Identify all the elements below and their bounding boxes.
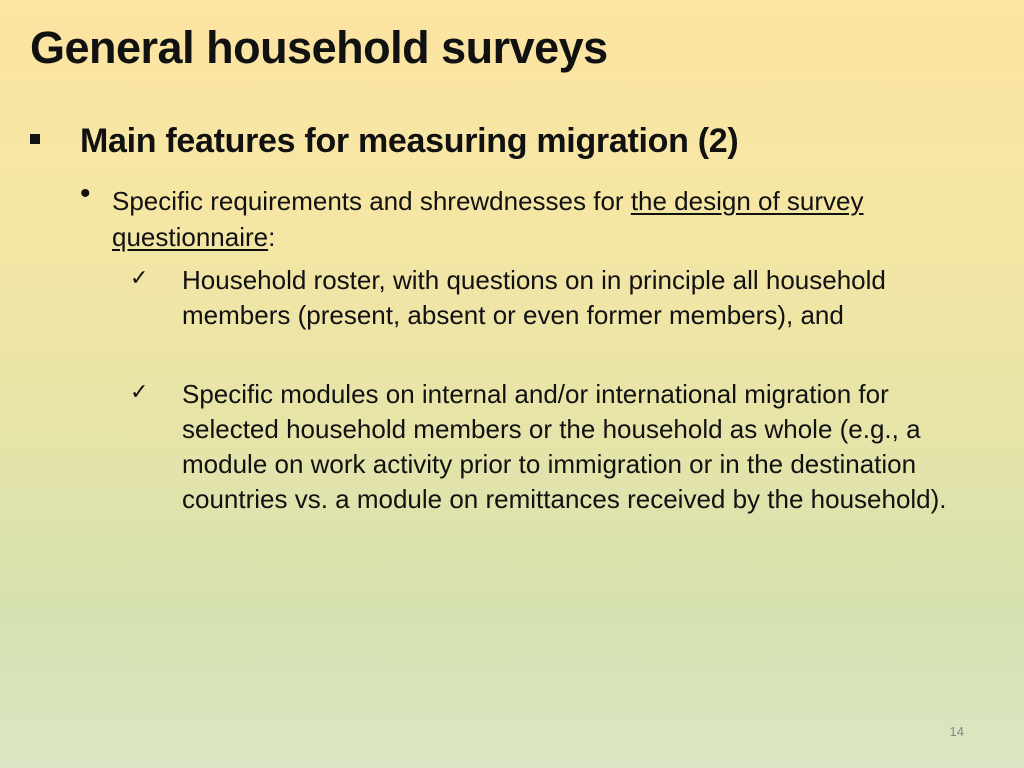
checklist-item-text: Household roster, with questions on in principle all household members (present, absent or even former members), and [182,265,886,330]
slide-title: General household surveys [30,22,608,73]
square-bullet-icon [30,134,40,144]
level2-text-before: Specific requirements and shrewdnesses for [112,186,631,216]
level2-underlined-text: the design of survey questionnaire [112,186,864,252]
level2-text-after: : [268,222,276,252]
page-number: 14 [949,724,964,739]
checkmark-icon: ✓ [130,380,149,405]
checklist-item-text: Specific modules on internal and/or international migration for selected household members or the household as whole (e.g., a module on work activity prior to immigration or in the destination countries vs. a module on remittances received by the household). [182,379,947,514]
checkmark-icon: ✓ [130,266,149,291]
level2-text [112,183,912,255]
round-bullet-icon: • [80,177,91,210]
level1-heading: Main features for measuring migration (2) [80,122,739,160]
